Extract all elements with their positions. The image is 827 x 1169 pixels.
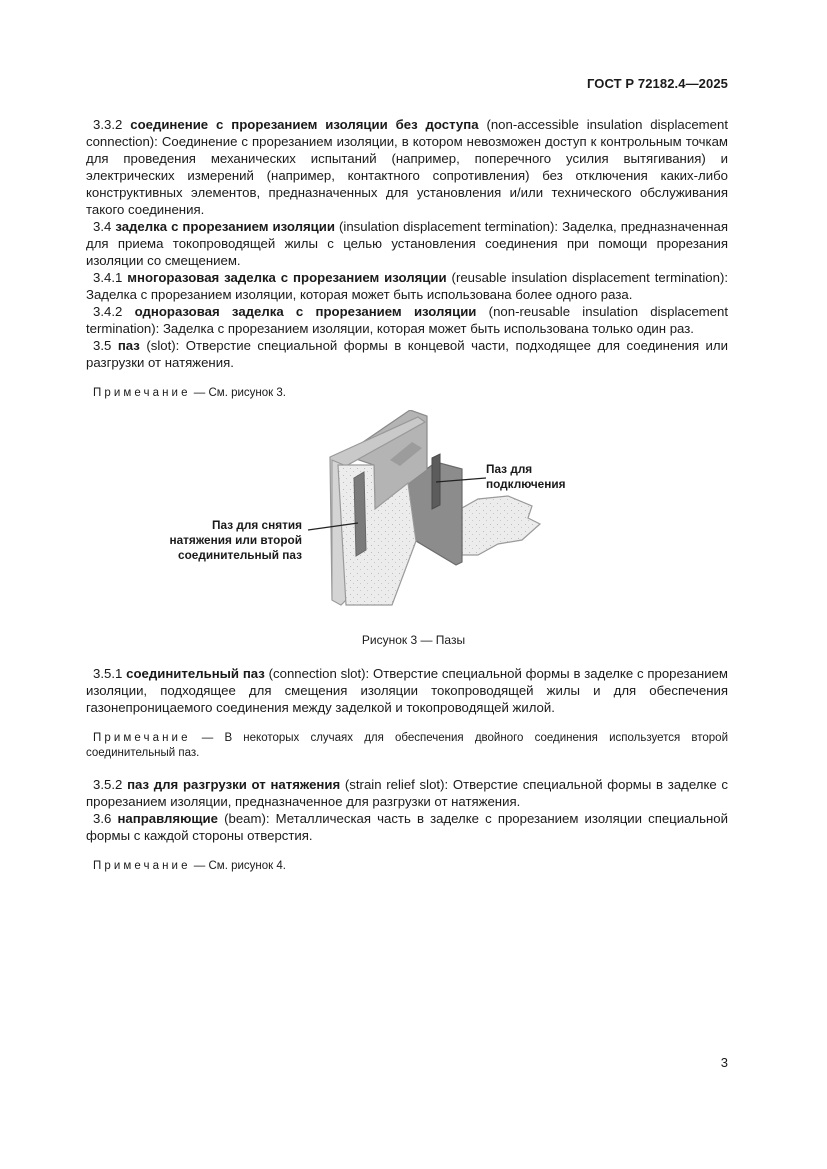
term-3-4 [86, 218, 728, 269]
term-3-4-2 [86, 303, 728, 337]
term-definition: (non-accessible insulation displacement connection): Соединение с прорезанием изоляции, в котором невозможен доступ к контрольным точкам для проведения механических испытаний (например, поперечного усилия вытягивания) и электрических измерений (например, контактного сопротивления) без отключения каких-либо конструктивных элементов, предназначенных для установления и/или технического обслуживания такого соединения. [86, 117, 728, 217]
term-title: многоразовая заделка с прорезанием изоляции [127, 270, 447, 285]
term-definition: (non-reusable insulation displacement termination): Заделка с прорезанием изоляции, которая может быть использована только один раз. [86, 304, 728, 336]
terminal-illustration [160, 410, 590, 615]
term-title: одноразовая заделка с прорезанием изоляции [134, 304, 477, 319]
note-label: Примечание [93, 732, 191, 744]
term-number: 3.4.1 [93, 270, 123, 285]
strain-relief-slot [354, 472, 366, 556]
term-3-6 [86, 810, 728, 844]
term-definition: (connection slot): Отверстие специальной формы в заделке с прорезанием изоляции, подходящее для смещения изоляции токопроводящей жилы и для обеспечения газонепроницаемого соединения между заделкой и токопроводящей жилой. [86, 666, 728, 715]
label-line: Паз для [486, 462, 533, 476]
term-title: направляющие [117, 811, 218, 826]
label-line: натяжения или второй [169, 533, 302, 547]
note-figure-4 [86, 859, 728, 874]
term-definition: (strain relief slot): Отверстие специальной формы в заделке с прорезанием изоляции, предназначенное для разгрузки от натяжения. [86, 777, 728, 809]
spacer [86, 844, 728, 859]
term-3-5-1 [86, 665, 728, 716]
term-definition: (reusable insulation displacement termination): Заделка с прорезанием изоляции, которая может быть использована более одного раза. [86, 270, 729, 302]
spacer [86, 371, 728, 386]
document-id-header: ГОСТ Р 72182.4—2025 [586, 76, 728, 91]
term-title: соединение с прорезанием изоляции без доступа [130, 117, 479, 132]
term-definition: (insulation displacement termination): Заделка, предназначенная для приема токопроводящей жилы с целью установления соединения при помощи прорезания изоляции со смещением. [86, 219, 728, 268]
figure-caption: Рисунок 3 — Пазы [361, 633, 466, 647]
note-text: — В некоторых случаях для обеспечения двойного соединения используется второй соединительный паз. [86, 732, 728, 759]
term-3-4-1 [86, 269, 728, 303]
label-strain-relief-slot [160, 518, 302, 563]
page-number: 3 [720, 1055, 728, 1070]
term-number: 3.5.2 [93, 777, 123, 792]
term-3-5 [86, 337, 728, 371]
label-connection-slot [486, 462, 566, 492]
term-definition: (beam): Металлическая часть в заделке с прорезанием изоляции специальной формы с каждой стороны отверстия. [86, 811, 728, 843]
term-3-3-2 [86, 116, 728, 218]
spacer [86, 761, 728, 776]
spacer [86, 716, 728, 731]
term-number: 3.6 [93, 811, 112, 826]
note-second-slot [86, 731, 728, 761]
note-label: Примечание [93, 387, 191, 399]
term-number: 3.5.1 [93, 666, 123, 681]
terminal-tail [462, 496, 540, 555]
label-line: Паз для снятия [212, 518, 302, 532]
term-title: заделка с прорезанием изоляции [115, 219, 335, 234]
term-number: 3.3.2 [93, 117, 123, 132]
term-number: 3.4 [93, 219, 112, 234]
figure-3 [160, 410, 590, 615]
term-number: 3.4.2 [93, 304, 123, 319]
term-title: соединительный паз [126, 666, 265, 681]
label-line: соединительный паз [178, 548, 302, 562]
note-figure-3 [86, 386, 728, 401]
term-3-5-2 [86, 776, 728, 810]
terms-block-upper [86, 116, 728, 401]
note-label: Примечание [93, 860, 191, 872]
note-text: — См. рисунок 3. [193, 387, 286, 399]
term-title: паз для разгрузки от натяжения [127, 777, 341, 792]
term-number: 3.5 [93, 338, 112, 353]
term-title: паз [117, 338, 140, 353]
note-text: — См. рисунок 4. [193, 860, 286, 872]
label-line: подключения [486, 477, 566, 491]
term-definition: (slot): Отверстие специальной формы в концевой части, подходящее для соединения или разгрузки от натяжения. [86, 338, 728, 370]
terms-block-lower [86, 665, 728, 874]
